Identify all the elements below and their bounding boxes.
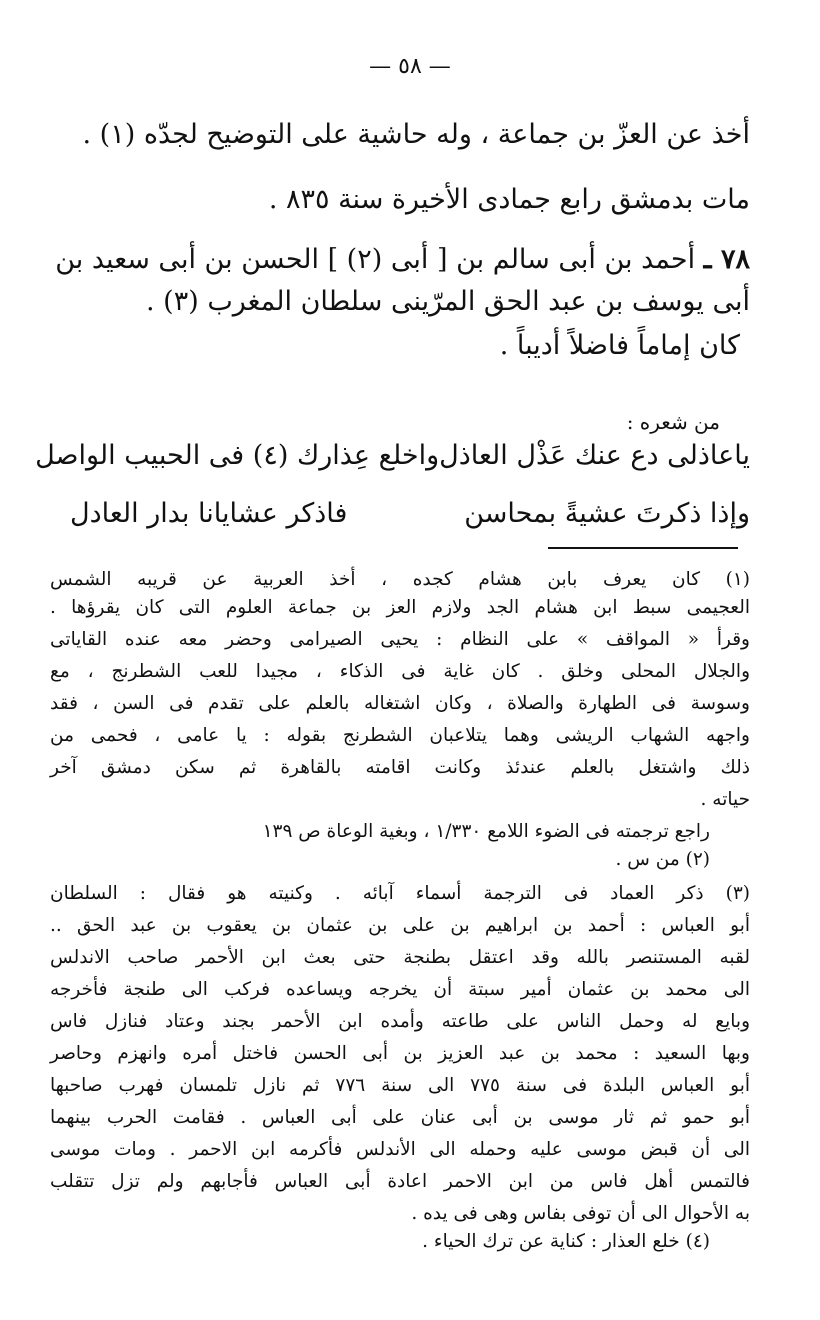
footnote-1-line: وسوسة فى الطهارة والصلاة ، وكان اشتغاله بالعلم على تقدم فى السن ، فقد — [50, 693, 750, 714]
footnote-3-line: به الأحوال الى أن توفى بفاس وهى فى يده . — [411, 1203, 750, 1224]
entry-intro-line-1: أخذ عن العزّ بن جماعة ، وله حاشية على التوضيح لجدّه (١) . — [82, 119, 750, 150]
poem-verse-1 — [35, 436, 750, 476]
footnote-3-line: أبو العباس : أحمد بن ابراهيم بن على بن عثمان بن يعقوب بن عبد الحق .. — [50, 915, 750, 936]
poem-verse-2 — [70, 494, 750, 534]
footnote-1-line: والجلال المحلى وخلق . كان غاية فى الذكاء ، مجيدا للعب الشطرنج ، مع — [50, 661, 750, 682]
footnote-3-line: (٣) ذكر العماد فى الترجمة أسماء آبائه . وكنيته هو فقال : السلطان — [50, 883, 750, 904]
footnote-1-reference: راجع ترجمته فى الضوء اللامع ١/٣٣٠ ، وبغية الوعاة ص ١٣٩ — [262, 821, 710, 842]
footnote-1-line: (١) كان يعرف بابن هشام كجده ، أخذ العربية عن قريبه الشمس — [50, 569, 750, 590]
footnote-1-line: العجيمى سبط ابن هشام الجد ولازم العز بن جماعة العلوم التى كان يقرؤها . — [50, 597, 750, 618]
poem-intro: من شعره : — [626, 410, 720, 434]
entry-name-line-2: أبى يوسف بن عبد الحق المرّينى سلطان المغرب (٣) . — [146, 286, 750, 317]
page-number: — ٥٨ — — [369, 54, 451, 79]
footnote-3-line: أبو حمو ثم ثار موسى بن أبى عنان على أبى العباس . فقامت الحرب بينهما — [50, 1107, 750, 1128]
footnote-3-line: أبو العباس البلدة فى سنة ٧٧٥ الى سنة ٧٧٦ ثم نازل تلمسان فهرب صاحبها — [50, 1075, 751, 1096]
entry-name-line-1: أحمد بن أبى سالم بن [ أبى (٢) ] الحسن بن أبى سعيد بن — [55, 244, 696, 275]
verse-1-hemistich-1: ياعاذلى دع عنك عَذْل العاذل — [439, 440, 750, 471]
entry-78-heading — [55, 240, 750, 280]
footnote-1-line: حياته . — [700, 789, 750, 810]
footnote-3-line: الى محمد بن عثمان أمير سبتة أن يخرجه ويساعده فركب الى طنجة فأخرجه — [50, 979, 750, 1000]
entry-number: ٧٨ ـ — [703, 244, 750, 275]
footnote-2: (٢) من س . — [615, 849, 710, 870]
entry-description: كان إماماً فاضلاً أديباً . — [499, 330, 740, 361]
footnote-3-line: لقبه المستنصر بالله وقد اعتقل بطنجة حتى بعث ابن الأحمر صاحب الاندلس — [50, 947, 750, 968]
footnote-3-line: وبها السعيد : محمد بن عبد العزيز بن أبى الحسن فاختل أمره وانهزم وحاصر — [50, 1043, 750, 1064]
verse-2-hemistich-2: فاذكر عشايانا بدار العادل — [70, 498, 348, 529]
footnote-1-line: وقرأ « المواقف » على النظام : يحيى الصيرامى وحضر معه عنده القاياتى — [50, 629, 750, 650]
footnote-divider — [548, 547, 738, 549]
footnote-1-line: واجهه الشهاب الريشى وهما يتلاعبان الشطرنج بقوله : يا عامى ، فحمى من — [50, 725, 750, 746]
footnote-3-line: فالتمس أهل فاس من ابن الاحمر اعادة أبى العباس فأجابهم ولم تزل تتقلب — [50, 1171, 750, 1192]
footnote-3-line: الى أن قبض موسى عليه وحمله الى الأندلس فأكرمه ابن الاحمر . ومات موسى — [50, 1139, 750, 1160]
footnote-4: (٤) خلع العذار : كناية عن ترك الحياء . — [422, 1231, 710, 1252]
footnote-1-line: ذلك واشتغل بالعلم عندئذ وكانت اقامته بالقاهرة ثم سكن دمشق آخر — [50, 757, 750, 778]
entry-intro-line-2: مات بدمشق رابع جمادى الأخيرة سنة ٨٣٥ . — [268, 184, 750, 215]
verse-1-hemistich-2: واخلع عِذارك (٤) فى الحبيب الواصل — [35, 440, 440, 471]
verse-2-hemistich-1: وإذا ذكرتَ عشيةً بمحاسن — [464, 498, 750, 529]
footnote-3-line: وبايع له وحمل الناس على طاعته وأمده ابن الأحمر بجند وعتاد فنازل فاس — [50, 1011, 750, 1032]
